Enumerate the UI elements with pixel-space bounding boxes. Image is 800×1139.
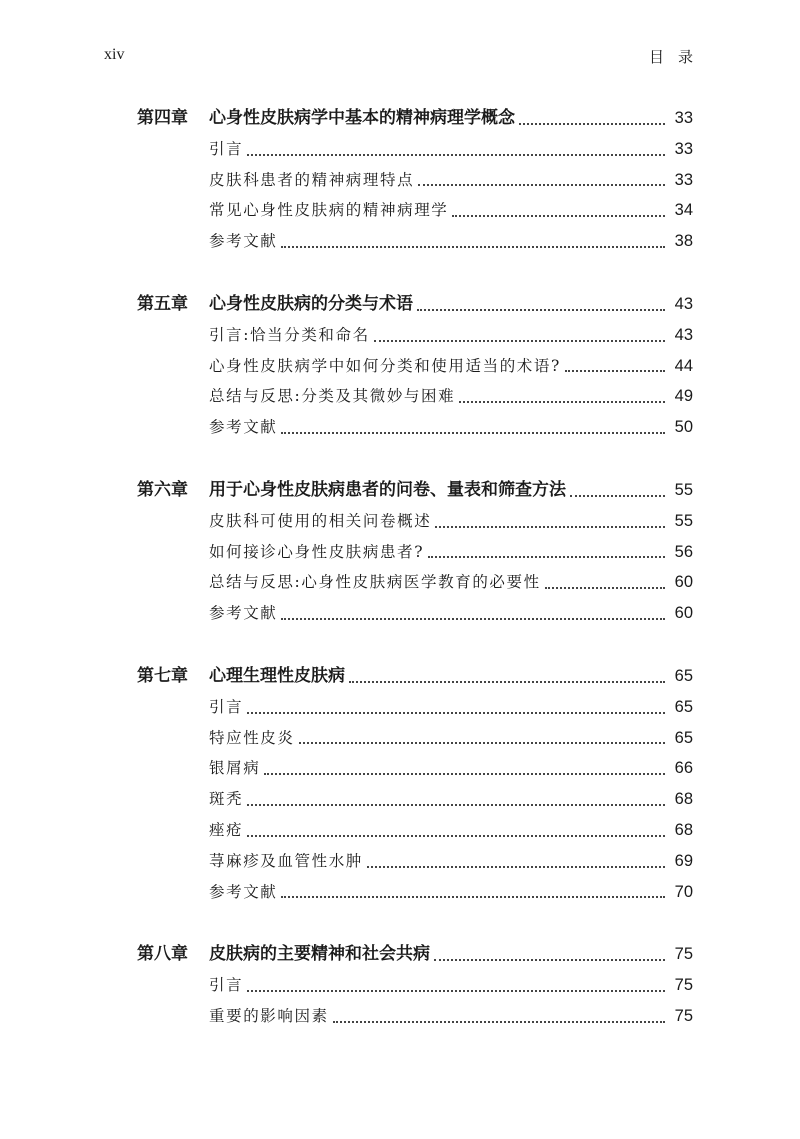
chapter-title: 皮肤病的主要精神和社会共病 xyxy=(209,944,430,965)
section-page-number: 70 xyxy=(674,882,693,901)
section-entry[interactable] xyxy=(137,723,693,754)
section-page-number: 65 xyxy=(674,728,693,747)
section-page-number: 66 xyxy=(674,759,693,778)
running-title: 目录 xyxy=(648,48,707,66)
chapter-page-number: 55 xyxy=(674,480,693,499)
chapter-page-number: 65 xyxy=(674,666,693,685)
dot-leader xyxy=(281,245,665,248)
section-entry[interactable] xyxy=(137,846,693,877)
chapter-title: 用于心身性皮肤病患者的问卷、量表和筛查方法 xyxy=(209,479,566,500)
chapter-title: 心身性皮肤病的分类与术语 xyxy=(209,293,413,314)
section-title: 引言 xyxy=(209,976,244,995)
section-entry[interactable] xyxy=(137,970,693,1001)
section-page-number: 75 xyxy=(674,1006,693,1025)
chapter-title: 心理生理性皮肤病 xyxy=(209,665,345,686)
section-entry[interactable] xyxy=(137,134,693,165)
dot-leader xyxy=(281,617,665,620)
table-of-contents xyxy=(137,103,693,1064)
section-page-number: 56 xyxy=(674,542,693,561)
section-page-number: 75 xyxy=(674,976,693,995)
chapter-page-number: 43 xyxy=(674,294,693,313)
section-page-number: 33 xyxy=(674,170,693,189)
dot-leader xyxy=(452,214,665,217)
section-entry[interactable] xyxy=(137,165,693,196)
section-title: 参考文献 xyxy=(209,418,278,437)
chapter-label: 第六章 xyxy=(137,479,188,500)
dot-leader xyxy=(264,772,665,775)
section-entry[interactable] xyxy=(137,815,693,846)
dot-leader xyxy=(247,989,665,992)
section-title: 引言 xyxy=(209,697,244,716)
section-entry[interactable] xyxy=(137,506,693,537)
section-entry[interactable] xyxy=(137,692,693,723)
section-entry[interactable] xyxy=(137,567,693,598)
section-page-number: 60 xyxy=(674,604,693,623)
dot-leader xyxy=(247,153,665,156)
section-title: 引言:恰当分类和命名 xyxy=(209,325,370,344)
section-entry[interactable] xyxy=(137,195,693,226)
section-title: 皮肤科可使用的相关问卷概述 xyxy=(209,511,432,530)
section-entry[interactable] xyxy=(137,877,693,908)
section-page-number: 68 xyxy=(674,820,693,839)
dot-leader xyxy=(281,895,665,898)
section-title: 引言 xyxy=(209,139,244,158)
section-title: 荨麻疹及血管性水肿 xyxy=(209,851,363,870)
section-entry[interactable] xyxy=(137,598,693,629)
section-title: 参考文献 xyxy=(209,882,278,901)
chapter-block xyxy=(137,103,693,257)
section-title: 心身性皮肤病学中如何分类和使用适当的术语? xyxy=(209,356,561,375)
chapter-block xyxy=(137,475,693,629)
chapter-title: 心身性皮肤病学中基本的精神病理学概念 xyxy=(209,108,515,128)
chapter-entry[interactable] xyxy=(137,103,693,134)
section-title: 重要的影响因素 xyxy=(209,1006,329,1025)
dot-leader xyxy=(570,494,665,497)
section-entry[interactable] xyxy=(137,320,693,351)
dot-leader xyxy=(434,958,665,961)
chapter-block xyxy=(137,661,693,907)
section-page-number: 33 xyxy=(674,139,693,158)
chapter-page-number: 33 xyxy=(674,109,693,127)
section-page-number: 65 xyxy=(674,697,693,716)
section-entry[interactable] xyxy=(137,753,693,784)
dot-leader xyxy=(247,711,665,714)
section-page-number: 43 xyxy=(674,325,693,344)
section-page-number: 68 xyxy=(674,790,693,809)
chapter-page-number: 75 xyxy=(674,945,693,964)
section-title: 特应性皮炎 xyxy=(209,728,295,747)
dot-leader xyxy=(565,369,665,372)
section-title: 痤疮 xyxy=(209,820,244,839)
page-number: xiv xyxy=(104,46,125,63)
dot-leader xyxy=(459,400,665,403)
section-page-number: 44 xyxy=(674,356,693,375)
section-title: 总结与反思:心身性皮肤病医学教育的必要性 xyxy=(209,573,541,592)
chapter-label: 第八章 xyxy=(137,944,188,965)
section-entry[interactable] xyxy=(137,412,693,443)
chapter-block xyxy=(137,289,693,443)
dot-leader xyxy=(435,525,665,528)
section-entry[interactable] xyxy=(137,226,693,257)
section-title: 斑秃 xyxy=(209,790,244,809)
section-entry[interactable] xyxy=(137,381,693,412)
section-entry[interactable] xyxy=(137,537,693,568)
section-page-number: 50 xyxy=(674,418,693,437)
dot-leader xyxy=(367,865,665,868)
dot-leader xyxy=(418,183,665,186)
section-page-number: 55 xyxy=(674,511,693,530)
section-page-number: 60 xyxy=(674,573,693,592)
chapter-block xyxy=(137,939,693,1031)
section-title: 总结与反思:分类及其微妙与困难 xyxy=(209,387,456,406)
dot-leader xyxy=(417,308,665,311)
chapter-entry[interactable] xyxy=(137,475,693,506)
dot-leader xyxy=(281,431,665,434)
dot-leader xyxy=(519,122,665,125)
dot-leader xyxy=(374,339,665,342)
section-entry[interactable] xyxy=(137,1001,693,1032)
page-header xyxy=(104,46,707,70)
section-title: 参考文献 xyxy=(209,604,278,623)
section-page-number: 34 xyxy=(674,201,693,220)
dot-leader xyxy=(299,741,665,744)
section-title: 银屑病 xyxy=(209,759,261,778)
section-page-number: 38 xyxy=(674,232,693,251)
section-entry[interactable] xyxy=(137,351,693,382)
section-title: 常见心身性皮肤病的精神病理学 xyxy=(209,201,449,220)
chapter-entry[interactable] xyxy=(137,939,693,970)
section-page-number: 69 xyxy=(674,851,693,870)
dot-leader xyxy=(247,834,665,837)
chapter-label: 第四章 xyxy=(137,108,188,128)
dot-leader xyxy=(333,1020,665,1023)
chapter-entry[interactable] xyxy=(137,289,693,320)
dot-leader xyxy=(428,555,665,558)
chapter-label: 第五章 xyxy=(137,293,188,314)
dot-leader xyxy=(247,803,665,806)
dot-leader xyxy=(545,586,665,589)
chapter-entry[interactable] xyxy=(137,661,693,692)
section-entry[interactable] xyxy=(137,784,693,815)
section-title: 参考文献 xyxy=(209,232,278,251)
section-title: 如何接诊心身性皮肤病患者? xyxy=(209,542,425,561)
dot-leader xyxy=(349,680,665,683)
section-page-number: 49 xyxy=(674,387,693,406)
section-title: 皮肤科患者的精神病理特点 xyxy=(209,170,415,189)
chapter-label: 第七章 xyxy=(137,665,188,686)
